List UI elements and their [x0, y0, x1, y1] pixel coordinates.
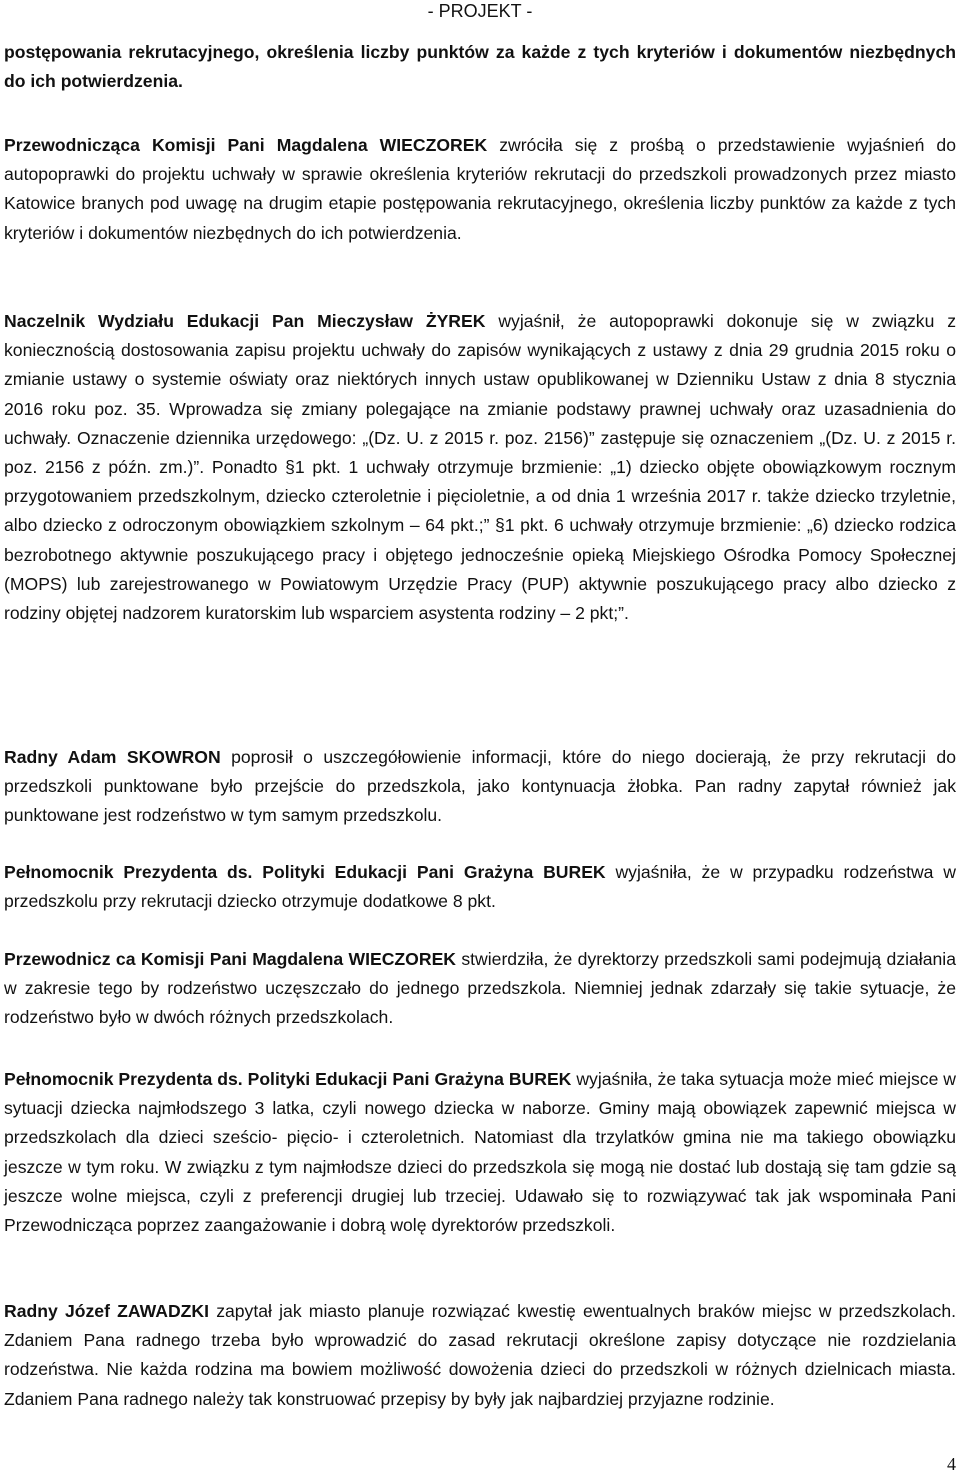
speaker-name: Radny Józef ZAWADZKI: [4, 1301, 209, 1321]
speaker-name: Pełnomocnik Prezydenta ds. Polityki Edukacji Pani Grażyna BUREK: [4, 862, 606, 882]
page-header: - PROJEKT -: [427, 1, 533, 21]
speaker-name: Przewodnicz ca Komisji Pani Magdalena WIECZOREK: [4, 949, 457, 969]
paragraph-text: poprosił o uszczegółowienie informacji, które do niego docierają, że przy rekrutacji do przedszkoli punktowane było przejście do przedszkola, jako kontynuacja żłobka. Pan radny zapytał również jak punktowane jest rodzeństwo w tym samym przedszkolu.: [4, 747, 956, 826]
paragraph-zyrek: [4, 307, 956, 628]
paragraph-burek-2: [4, 1065, 956, 1240]
paragraph-wieczorek-2: [4, 945, 956, 1033]
paragraph-skowron: [4, 743, 956, 831]
paragraph-text: wyjaśnił, że autopoprawki dokonuje się w związku z koniecznością dostosowania zapisu projektu uchwały do zapisów wynikających z ustawy z dnia 29 grudnia 2015 roku o zmianie ustawy o systemie oświaty oraz niektórych innych ustaw opublikowanej w Dzienniku Ustaw z dnia 8 stycznia 2016 roku poz. 35. Wprowadza się zmiany polegające na zmianie podstawy prawnej uchwały oraz uzasadnienia do uchwały. Oznaczenie dziennika urzędowego: „(Dz. U. z 2015 r. poz. 2156)” zastępuje się oznaczeniem „(Dz. U. z 2015 r. poz. 2156 z późn. zm.)”. Ponadto §1 pkt. 1 uchwały otrzymuje brzmienie: „1) dziecko objęte obowiązkowym rocznym przygotowaniem przedszkolnym, dziecko czteroletnie i pięcioletnie, a od dnia 1 września 2017 r. także dziecko trzyletnie, albo dziecko z odroczonym obowiązkiem szkolnym – 64 pkt.;” §1 pkt. 6 uchwały otrzymuje brzmienie: „6) dziecko rodzica bezrobotnego aktywnie poszukującego pracy i objętego jednocześnie opieką Miejskiego Ośrodka Pomocy Społecznej (MOPS) lub zarejestrowanego w Powiatowym Urzędzie Pracy (PUP) aktywnie poszukującego pracy albo dziecko z rodziny objętej nadzorem kuratorskim lub wsparciem asystenta rodziny – 2 pkt;”.: [4, 311, 957, 624]
paragraph-wieczorek-1: [4, 131, 956, 248]
paragraph-text: zapytał jak miasto planuje rozwiązać kwestię ewentualnych braków miejsc w przedszkolach. Zdaniem Pana radnego trzeba było wprowadzić do zasad rekrutacji określone zapisy dotyczące nie rozdzielania rodzeństwa. Nie każda rodzina ma bowiem możliwość dowożenia dzieci do przedszkoli w różnych dzielnicach miasta. Zdaniem Pana radnego należy tak konstruować przepisy by były jak najbardziej przyjazne rodzinie.: [4, 1301, 956, 1409]
speaker-name: Radny Adam SKOWRON: [4, 747, 221, 767]
intro-paragraph: postępowania rekrutacyjnego, określenia liczby punktów za każde z tych kryteriów i dokumentów niezbędnych do ich potwierdzenia.: [4, 42, 956, 92]
paragraph-text: stwierdziła, że dyrektorzy przedszkoli sami podejmują działania w zakresie tego by rodzeństwo uczęszczało do jednego przedszkola. Niemniej jednak zdarzały się takie sytuacje, że rodzeństwo było w dwóch różnych przedszkolach.: [4, 949, 956, 1028]
page-number: 4: [947, 1454, 956, 1474]
speaker-name: Naczelnik Wydziału Edukacji Pan Mieczysław ŻYREK: [4, 311, 486, 331]
paragraph-text: wyjaśniła, że w przypadku rodzeństwa w przedszkolu przy rekrutacji dziecko otrzymuje dodatkowe 8 pkt.: [4, 862, 956, 912]
speaker-name: Pełnomocnik Prezydenta ds. Polityki Edukacji Pani Grażyna BUREK: [4, 1069, 572, 1089]
paragraph-burek-1: [4, 858, 956, 916]
paragraph-text: zwróciła się z prośbą o przedstawienie wyjaśnień do autopoprawki do projektu uchwały w sprawie określenia kryteriów rekrutacji do przedszkoli prowadzonych przez miasto Katowice branych pod uwagę na drugim etapie postępowania rekrutacyjnego, określenia liczby punktów za każde z tych kryteriów i dokumentów niezbędnych do ich potwierdzenia.: [4, 135, 956, 243]
paragraph-text: wyjaśniła, że taka sytuacja może mieć miejsce w sytuacji dziecka najmłodszego 3 latka, czyli nowego dziecka w naborze. Gminy mają obowiązek zapewnić miejsca w przedszkolach dla dzieci sześcio- pięcio- i czteroletnich. Natomiast dla trzylatków gmina nie ma takiego obowiązku jeszcze w tym roku. W związku z tym najmłodsze dzieci do przedszkola się mogą nie dostać lub dostają się tam gdzie są jeszcze wolne miejsca, czyli z preferencji drugiej lub trzeciej. Udawało się to rozwiązywać tak jak wspominała Pani Przewodnicząca poprzez zaangażowanie i dobrą wolę dyrektorów przedszkoli.: [4, 1069, 956, 1236]
speaker-name: Przewodnicząca Komisji Pani Magdalena WIECZOREK: [4, 135, 488, 155]
paragraph-zawadzki: [4, 1297, 956, 1414]
